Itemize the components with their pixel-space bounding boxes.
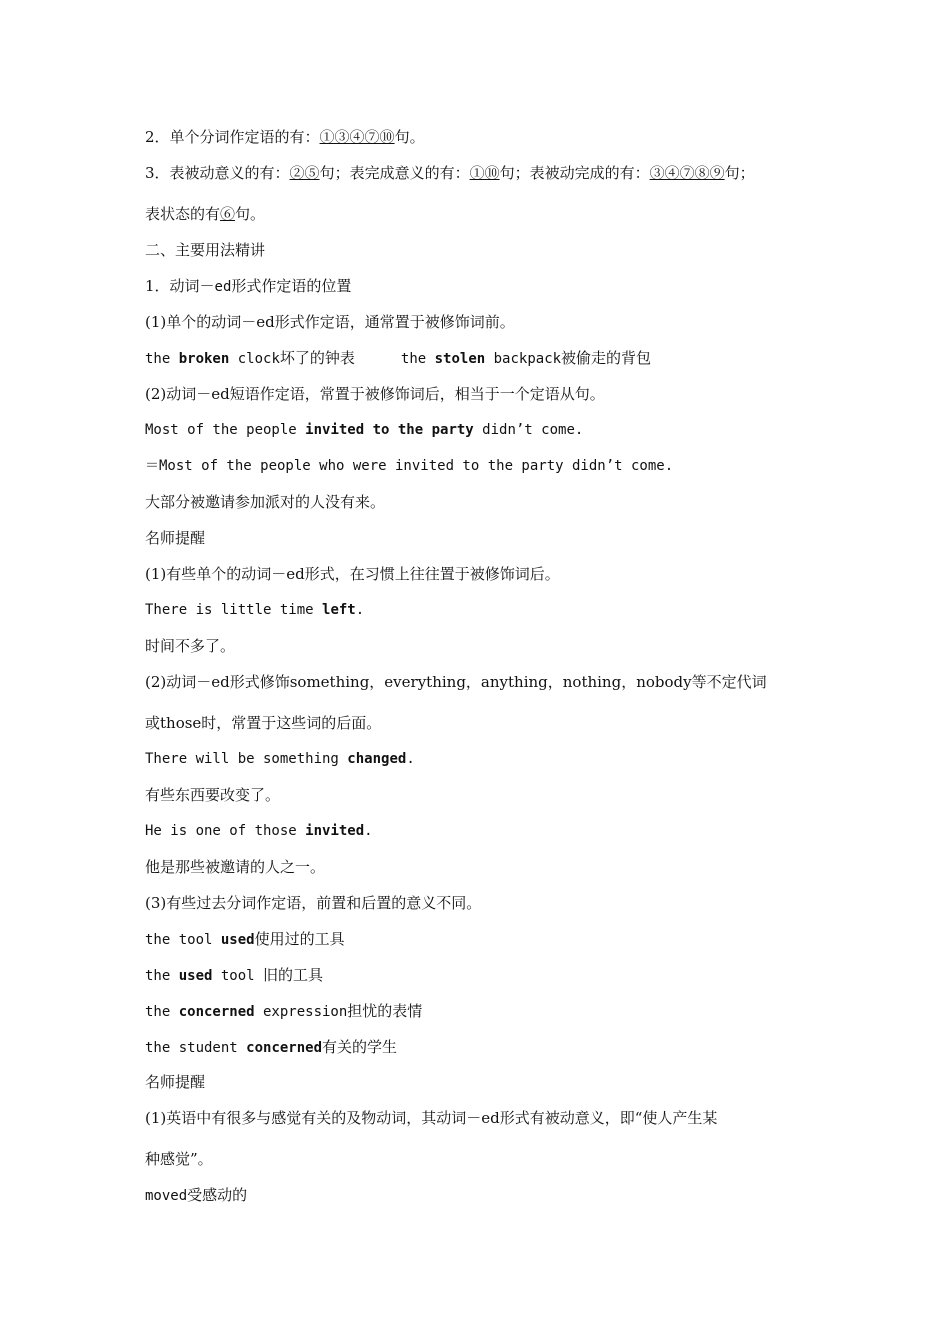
example-translation: 时间不多了。 [145, 637, 236, 655]
example-cn: 被偷走的背包 [561, 349, 652, 367]
example-cn: 担忧的表情 [347, 1002, 423, 1020]
example-line: ＝Most of the people who were invited to the party didn’t come. [145, 458, 674, 474]
sentence-numbers: ③④⑦⑧⑨ [649, 164, 725, 182]
example-keyword: stolen [434, 351, 486, 367]
example-keyword: concerned [246, 1040, 323, 1056]
example-translation: 他是那些被邀请的人之一。 [145, 858, 326, 876]
example-en: backpack [485, 351, 562, 367]
example-en: tool [212, 968, 264, 984]
example-keyword: used [178, 968, 213, 984]
example-en: . [406, 751, 415, 767]
example-en: . [355, 602, 365, 618]
section-heading: 二、主要用法精讲 [145, 241, 266, 259]
example-keyword: invited to the party [305, 422, 474, 438]
note-line-2 [145, 127, 425, 147]
example-line [145, 929, 345, 950]
example-en: the tool [145, 932, 221, 948]
example-line [145, 965, 323, 986]
example-en: the [145, 968, 179, 984]
sentence-numbers: ①⑩ [469, 164, 500, 182]
example-en: the [400, 351, 435, 367]
example-keyword: changed [347, 751, 407, 767]
example-en: There is little time [145, 602, 323, 618]
tip-rule-2-cont: 或those时，常置于这些词的后面。 [145, 714, 382, 732]
tip-rule-4-cont: 种感觉”。 [145, 1150, 213, 1168]
example-cn: 受感动的 [187, 1186, 248, 1204]
example-en: the [145, 351, 179, 367]
example-cn: 旧的工具 [263, 966, 324, 984]
example-translation: 大部分被邀请参加派对的人没有来。 [145, 493, 386, 511]
example-line [145, 348, 651, 369]
note-text: 句；表完成意义的有： [319, 164, 470, 182]
example-en: clock [229, 351, 280, 367]
example-keyword: broken [178, 351, 230, 367]
rule-1: (1)单个的动词－ed形式作定语，通常置于被修饰词前。 [145, 313, 515, 331]
example-line [145, 600, 364, 620]
subheading-text: 形式作定语的位置 [231, 277, 352, 295]
example-en: There will be something [145, 751, 348, 767]
subheading [145, 276, 351, 297]
subheading-text: 1．动词－ [145, 277, 215, 295]
rule-2: (2)动词－ed短语作定语，常置于被修饰词后，相当于一个定语从句。 [145, 385, 605, 403]
note-text: 句； [724, 164, 755, 182]
sentence-numbers: ⑥ [220, 205, 236, 223]
example-cn: 有关的学生 [322, 1038, 398, 1056]
tip-rule-4: (1)英语中有很多与感觉有关的及物动词，其动词－ed形式有被动意义，即“使人产生某 [145, 1109, 718, 1127]
example-line [145, 821, 373, 841]
example-en: Most of the people [145, 422, 306, 438]
note-text: 句。 [235, 205, 266, 223]
tip-rule-1: (1)有些单个的动词－ed形式，在习惯上往往置于被修饰词后。 [145, 565, 560, 583]
sentence-numbers: ②⑤ [289, 164, 320, 182]
example-line [145, 749, 415, 769]
example-keyword: used [220, 932, 255, 948]
note-text: 句；表被动完成的有： [499, 164, 650, 182]
example-cn: 坏了的钟表 [279, 349, 355, 367]
example-keyword: invited [305, 823, 365, 839]
example-keyword: concerned [178, 1004, 255, 1020]
tip-heading: 名师提醒 [145, 1073, 206, 1091]
sentence-numbers: ①③④⑦⑩ [319, 128, 395, 146]
note-line-3-cont [145, 204, 265, 224]
example-line [145, 420, 583, 440]
tip-heading: 名师提醒 [145, 529, 206, 547]
example-translation: 有些东西要改变了。 [145, 786, 281, 804]
example-cn: 使用过的工具 [254, 930, 345, 948]
note-text: 表状态的有 [145, 205, 221, 223]
note-text: 2．单个分词作定语的有： [145, 128, 320, 146]
note-text: 3．表被动意义的有： [145, 164, 290, 182]
example-en: didn’t come. [473, 422, 584, 438]
example-line [145, 1185, 247, 1206]
subheading-ed: ed [214, 279, 232, 295]
example-line [145, 1037, 397, 1058]
example-en: moved [145, 1188, 188, 1204]
note-line-3 [145, 163, 755, 183]
example-en: expression [254, 1004, 348, 1020]
note-text: 句。 [394, 128, 425, 146]
tip-rule-2: (2)动词－ed形式修饰something，everything，anything，nothing，nobody等不定代词 [145, 673, 767, 691]
example-keyword: left [322, 602, 356, 618]
example-en: . [364, 823, 373, 839]
example-en: the [145, 1004, 179, 1020]
example-line [145, 1001, 422, 1022]
example-en: He is one of those [145, 823, 306, 839]
tip-rule-3: (3)有些过去分词作定语，前置和后置的意义不同。 [145, 894, 482, 912]
example-en: the student [145, 1040, 247, 1056]
